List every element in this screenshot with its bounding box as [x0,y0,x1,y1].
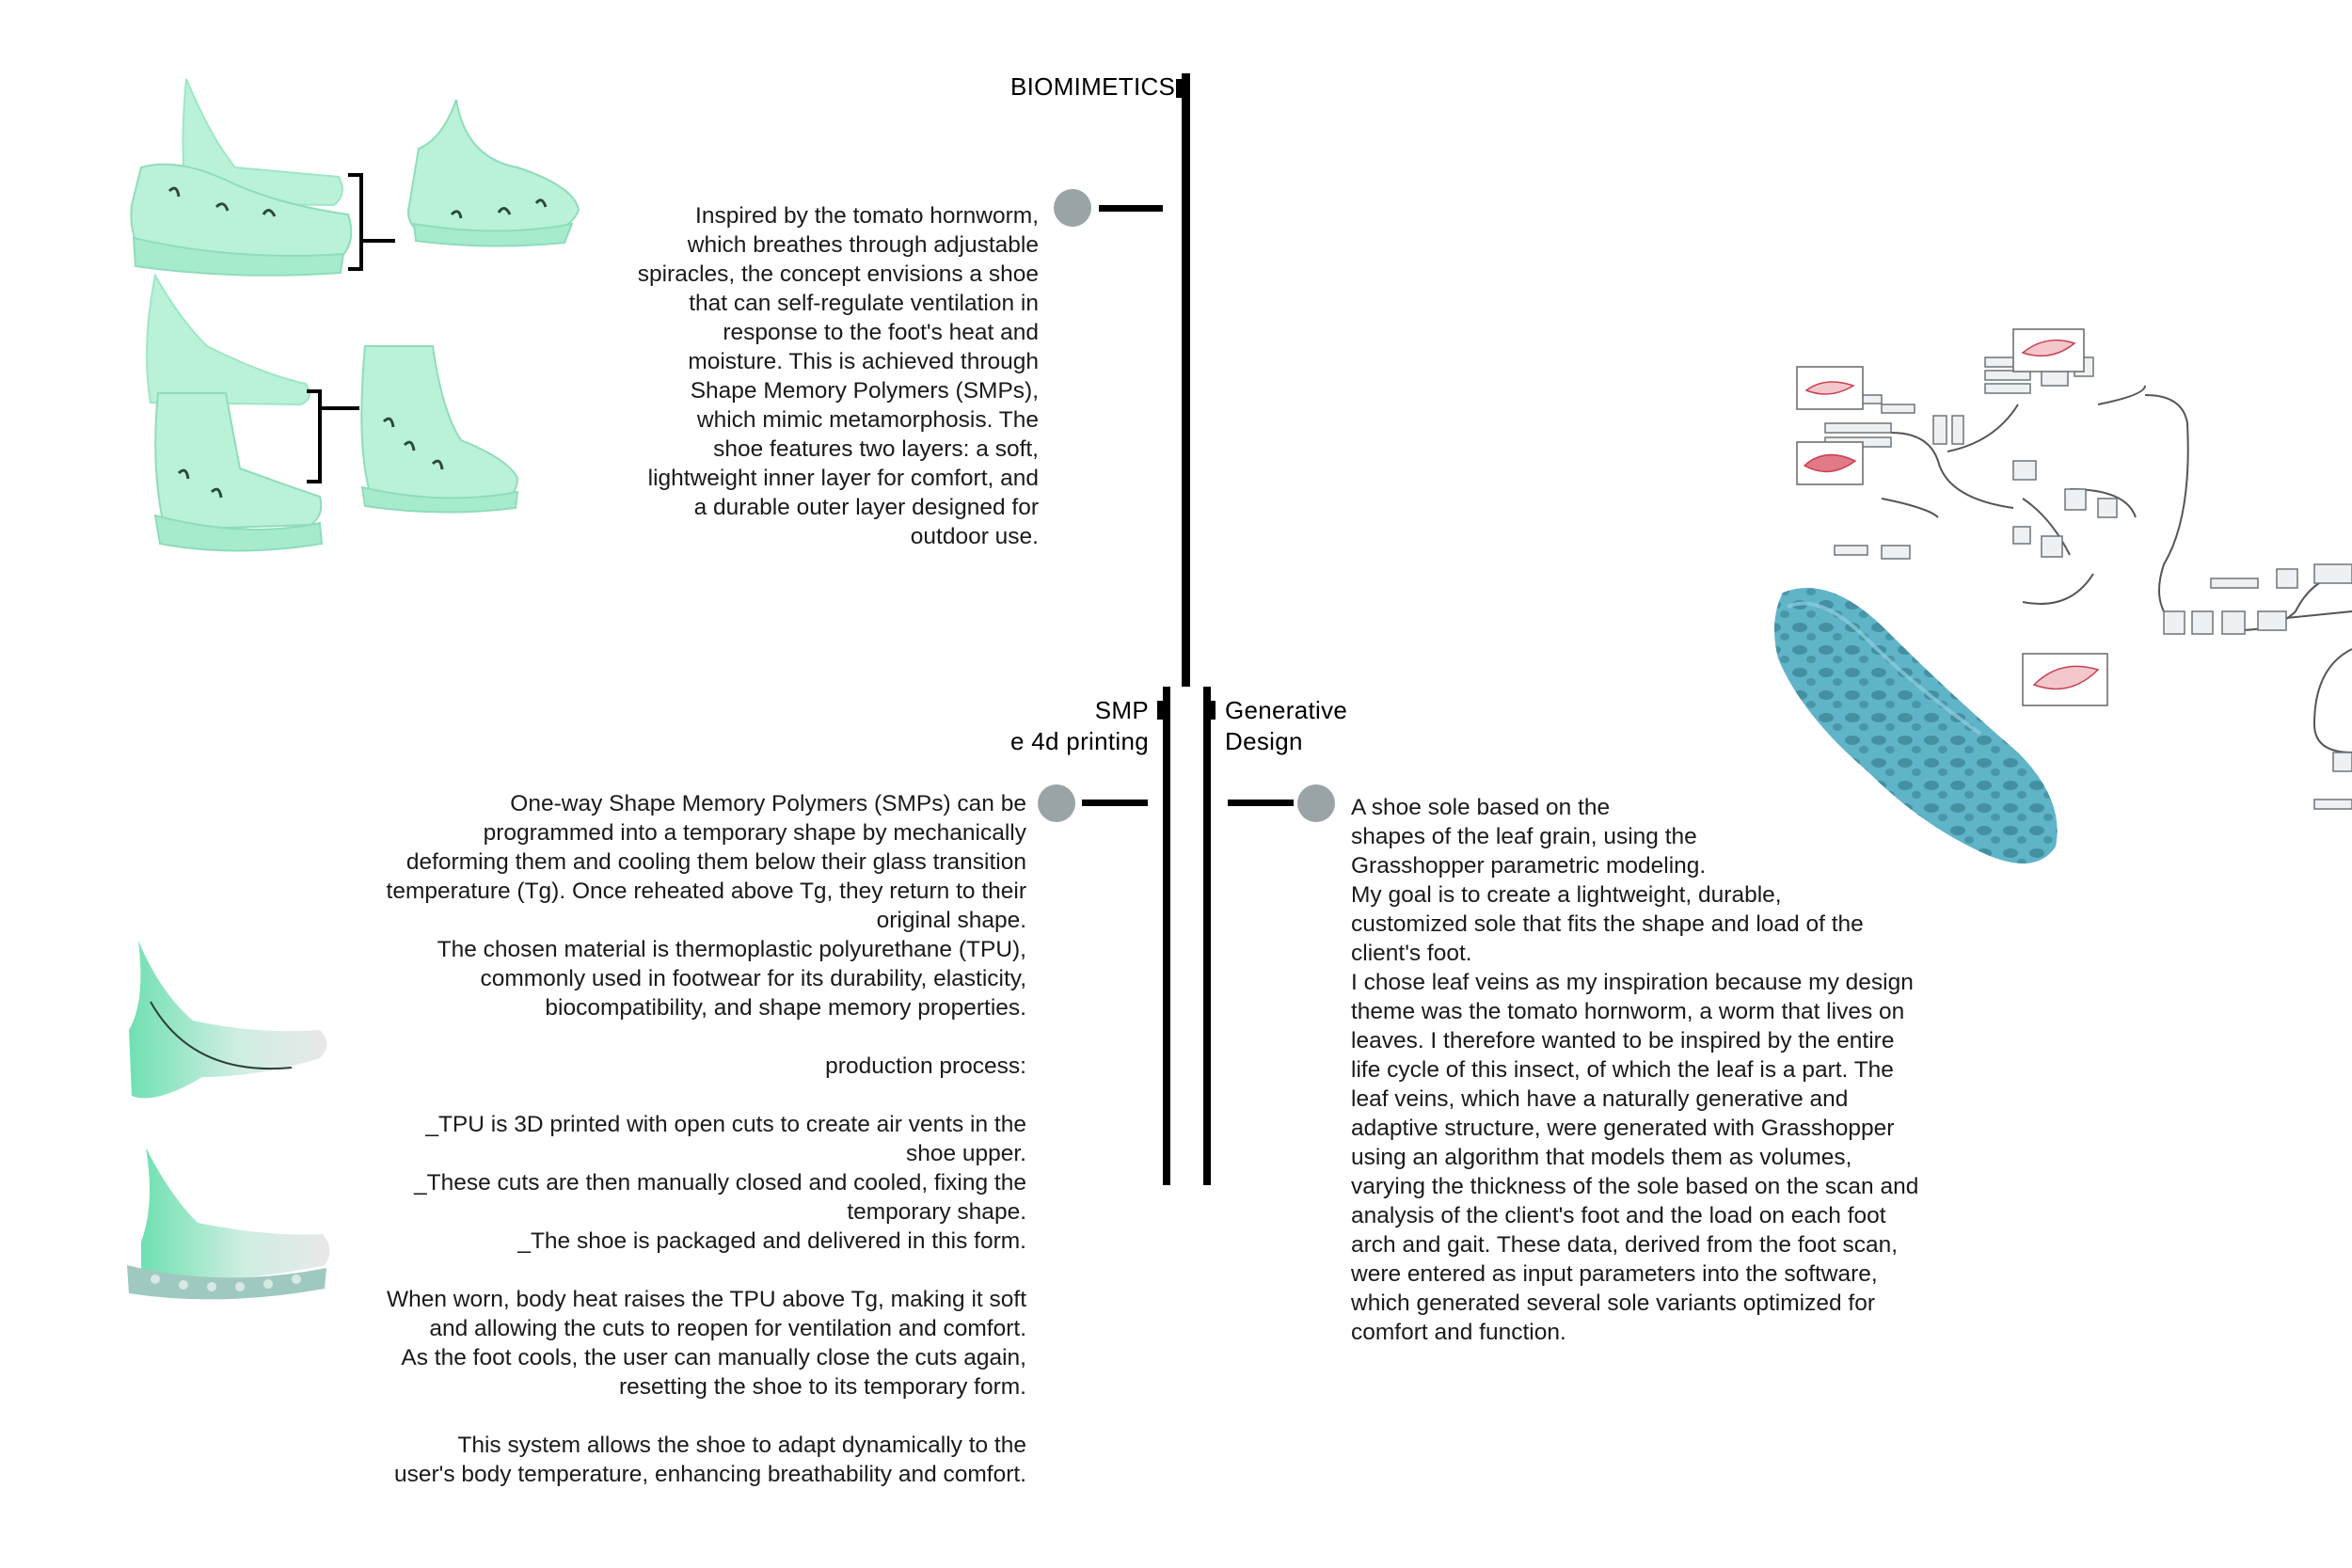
smp-heading-line2: e 4d printing [1009,727,1149,755]
timeline-generative-line [1203,687,1211,1185]
smp-connector [1082,800,1148,806]
shoe-layers-sketch [122,73,649,562]
smp-shoe-open [129,941,327,1099]
generative-heading [1225,695,1451,757]
timeline-generative-tick [1209,701,1216,720]
biomimetics-node-dot [1054,189,1091,227]
leaf-vein-sole-render [1764,574,2084,884]
smp-heading [941,695,1149,757]
combined-shoe-2 [361,346,517,513]
generative-node-dot [1297,784,1335,822]
timeline-smp-line [1163,687,1170,1185]
smp-node-dot [1038,784,1075,822]
biomimetics-text: Inspired by the tomato hornworm, which breathes through adjustable spiracles, the concept envisions a shoe that can self-regulate ventilation in response to the foot's heat and moisture. This is achieved through Shape Memory Polymers (SMPs), which mimic metamorphosis. The shoe features two layers: a soft, lightweight inner layer for comfort, and a durable outer layer designed for outdoor use. [637,203,1039,549]
inner-layer-shoe-2 [147,276,310,404]
smp-text: One-way Shape Memory Polymers (SMPs) can be programmed into a temporary shape by mechanically deforming them and cooling them below their glass transition temperature (Tg). Once reheated above Tg, they return to their original shape. The chosen material is thermoplastic polyurethane (TPU), commonly used in footwear for its durability, elasticity, biocompatibility, and shape memory properties. production process: _TPU is 3D printed with open cuts to create air vents in the shoe upper. _These cuts are then manually closed and cooled, fixing the temporary shape. _The shoe is packaged and delivered in this form. When worn, body heat raises the TPU above Tg, making it soft and allowing the cuts to reopen for ventilation and comfort. As the foot cools, the user can manually close the cuts again, resetting the shoe to its temporary form. This system allows the shoe to adapt dynamically to the user's body temperature, enhancing breathability and comfort. [386,791,1026,1487]
tpu-shoe-render [118,936,353,1331]
combined-shoe-1 [408,100,579,246]
generative-heading-line1: Generative [1225,696,1348,724]
timeline-main-tick [1176,79,1183,98]
timeline-smp-tick [1157,701,1164,720]
smp-heading-line1: SMP [1094,696,1149,724]
generative-text: A shoe sole based on the shapes of the leaf grain, using the Grasshopper parametric modeling. My goal is to create a lightweight, durable, customized sole that fits the shape and load of the client's foot. I chose leaf veins as my inspiration because my design theme was the tomato hornworm, a worm that lives on leaves. I therefore wanted to be inspired by the entire life cycle of this insect, of which the leaf is a part. The leaf veins, which have a naturally generative and adaptive structure, were generated with Grasshopper using an algorithm that models them as volumes, varying the thickness of the sole based on the scan and analysis of the client's foot and the load on each foot arch and gait. These data, derived from the foot scan, were entered as input parameters into the software, which generated several sole variants optimized for comfort and function. [1351,795,1919,1345]
biomimetics-heading: BIOMIMETICS [1010,72,1176,101]
biomimetics-connector [1099,205,1163,212]
timeline-main-line [1182,73,1190,687]
generative-heading-line2: Design [1225,727,1303,755]
generative-connector [1228,800,1294,806]
smp-shoe-closed [127,1148,330,1299]
